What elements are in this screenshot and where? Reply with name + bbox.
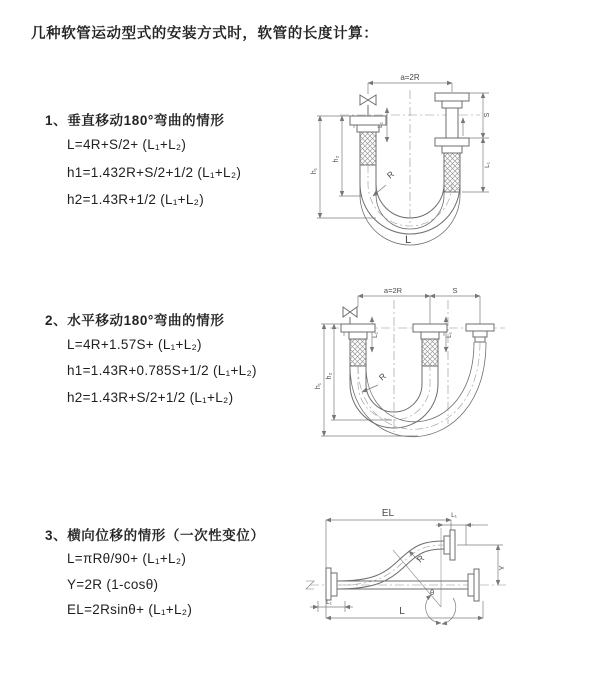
radius-label: R: [384, 168, 396, 181]
hose-outline: [350, 342, 486, 437]
valve-icon: [343, 307, 357, 324]
page-title: 几种软管运动型式的安装方式时，软管的长度计算：: [31, 26, 379, 42]
section-3-formula-3: EL=2Rsinθ+ (L₁+L₂): [67, 602, 193, 617]
section-3-heading: 3、横向位移的情形（一次性变位）: [45, 528, 265, 543]
dim-l1-left-label: L₁: [372, 332, 379, 338]
dimension-lines: [321, 296, 480, 436]
section-1-formula-3: h2=1.43R+1/2 (L₁+L₂): [67, 192, 205, 207]
radius-label: R: [414, 552, 426, 565]
dim-h2-label: h₂: [333, 155, 340, 163]
dim-l1-left-label: L₁: [326, 599, 332, 606]
length-label: L: [405, 234, 412, 246]
dim-s-label: S: [484, 112, 491, 118]
dim-l1-mid-label: L₁: [446, 332, 453, 338]
theta-label: θ: [430, 588, 435, 597]
dim-h1-label: h₁: [315, 382, 322, 390]
flange-fittings: [341, 324, 494, 366]
flange-fittings: [326, 530, 479, 601]
diagram-horizontal-180-bend: [300, 284, 600, 469]
dimension-lines: [317, 83, 489, 218]
section-3-formula-1: L=πRθ/90+ (L₁+L₂): [67, 551, 187, 566]
dim-h1-label: h₁: [311, 167, 318, 175]
diagram-vertical-180-bend: [310, 66, 590, 261]
valve-icon: [360, 95, 376, 116]
dim-a-label: a=2R: [383, 286, 403, 295]
section-2-formula-1: L=4R+1.57S+ (L₁+L₂): [67, 337, 202, 352]
dim-y-label: Y: [497, 565, 506, 571]
section-1-heading: 1、垂直移动180°弯曲的情形: [45, 113, 225, 128]
dim-l1-right-label: L₁: [484, 162, 491, 168]
section-2-heading: 2、水平移动180°弯曲的情形: [45, 313, 225, 328]
section-2-formula-3: h2=1.43R+S/2+1/2 (L₁+L₂): [67, 390, 234, 405]
dim-a-label: a=2R: [400, 73, 420, 82]
dim-s-label: S: [452, 286, 458, 295]
dim-l1-top-label: L₁: [451, 512, 457, 519]
dim-l1-left-label: L₁: [377, 122, 384, 128]
section-1-formula-1: L=4R+S/2+ (L₁+L₂): [67, 137, 187, 152]
radius-label: R: [376, 370, 388, 383]
section-2-formula-2: h1=1.43R+0.785S+1/2 (L₁+L₂): [67, 363, 257, 378]
section-3-formula-2: Y=2R (1-cosθ): [67, 577, 159, 592]
dim-l-label: L: [399, 606, 405, 617]
section-1-formula-2: h1=1.432R+S/2+1/2 (L₁+L₂): [67, 165, 242, 180]
diagram-lateral-displacement: [298, 500, 598, 655]
dim-h2-label: h₂: [326, 372, 333, 380]
dim-el-label: EL: [381, 508, 395, 519]
